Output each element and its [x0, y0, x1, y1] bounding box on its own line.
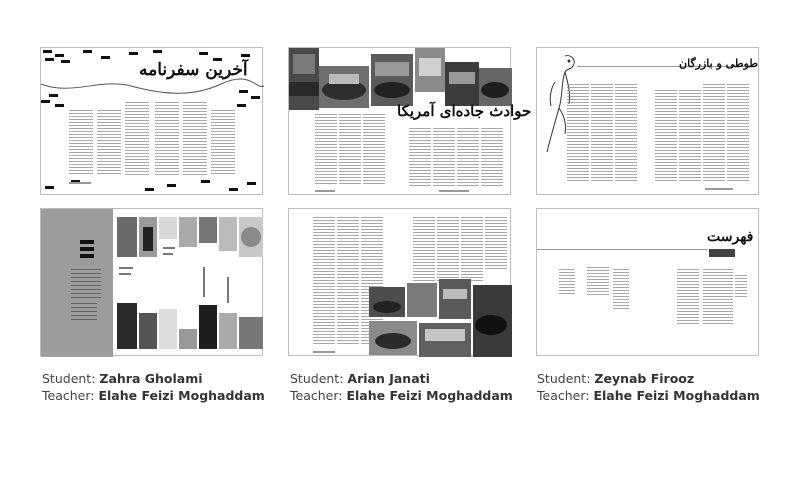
credit-arian: Student: Arian Janati Teacher: Elahe Feizi Moghaddam: [290, 371, 513, 403]
brick-pattern: [43, 50, 52, 53]
toc-heading: فهرست: [707, 229, 754, 245]
teacher-name: Elahe Feizi Moghaddam: [98, 388, 265, 403]
accident-photo-collage: [369, 279, 512, 357]
magazine-spread-arian-2: [288, 208, 511, 356]
student-name: Zahra Gholami: [99, 371, 203, 386]
accident-photo-strip: [289, 48, 512, 110]
student-name: Zeynab Firooz: [594, 371, 695, 386]
spread-heading: حوادث جاده‌ای آمریکا: [397, 102, 532, 120]
magazine-spread-arian-1: [288, 47, 532, 195]
teacher-name: Elahe Feizi Moghaddam: [593, 388, 760, 403]
teacher-name: Elahe Feizi Moghaddam: [346, 388, 513, 403]
magazine-spread-zahra-1: [40, 47, 263, 195]
toc-label-bar: [709, 249, 735, 257]
magazine-spread-zahra-2: [40, 208, 263, 356]
magazine-spread-zeynab-1: [536, 47, 759, 195]
spread-heading: آخرین سفرنامه: [139, 60, 248, 80]
photo-grid: [117, 217, 263, 349]
student-name: Arian Janati: [347, 371, 430, 386]
magazine-spread-zeynab-2: [536, 208, 759, 356]
credit-zeynab: Student: Zeynab Firooz Teacher: Elahe Feizi Moghaddam: [537, 371, 760, 403]
credit-zahra: Student: Zahra Gholami Teacher: Elahe Feizi Moghaddam: [42, 371, 265, 403]
logo-icon: [79, 239, 95, 261]
spread-heading: طوطی و بازرگان: [679, 57, 759, 70]
